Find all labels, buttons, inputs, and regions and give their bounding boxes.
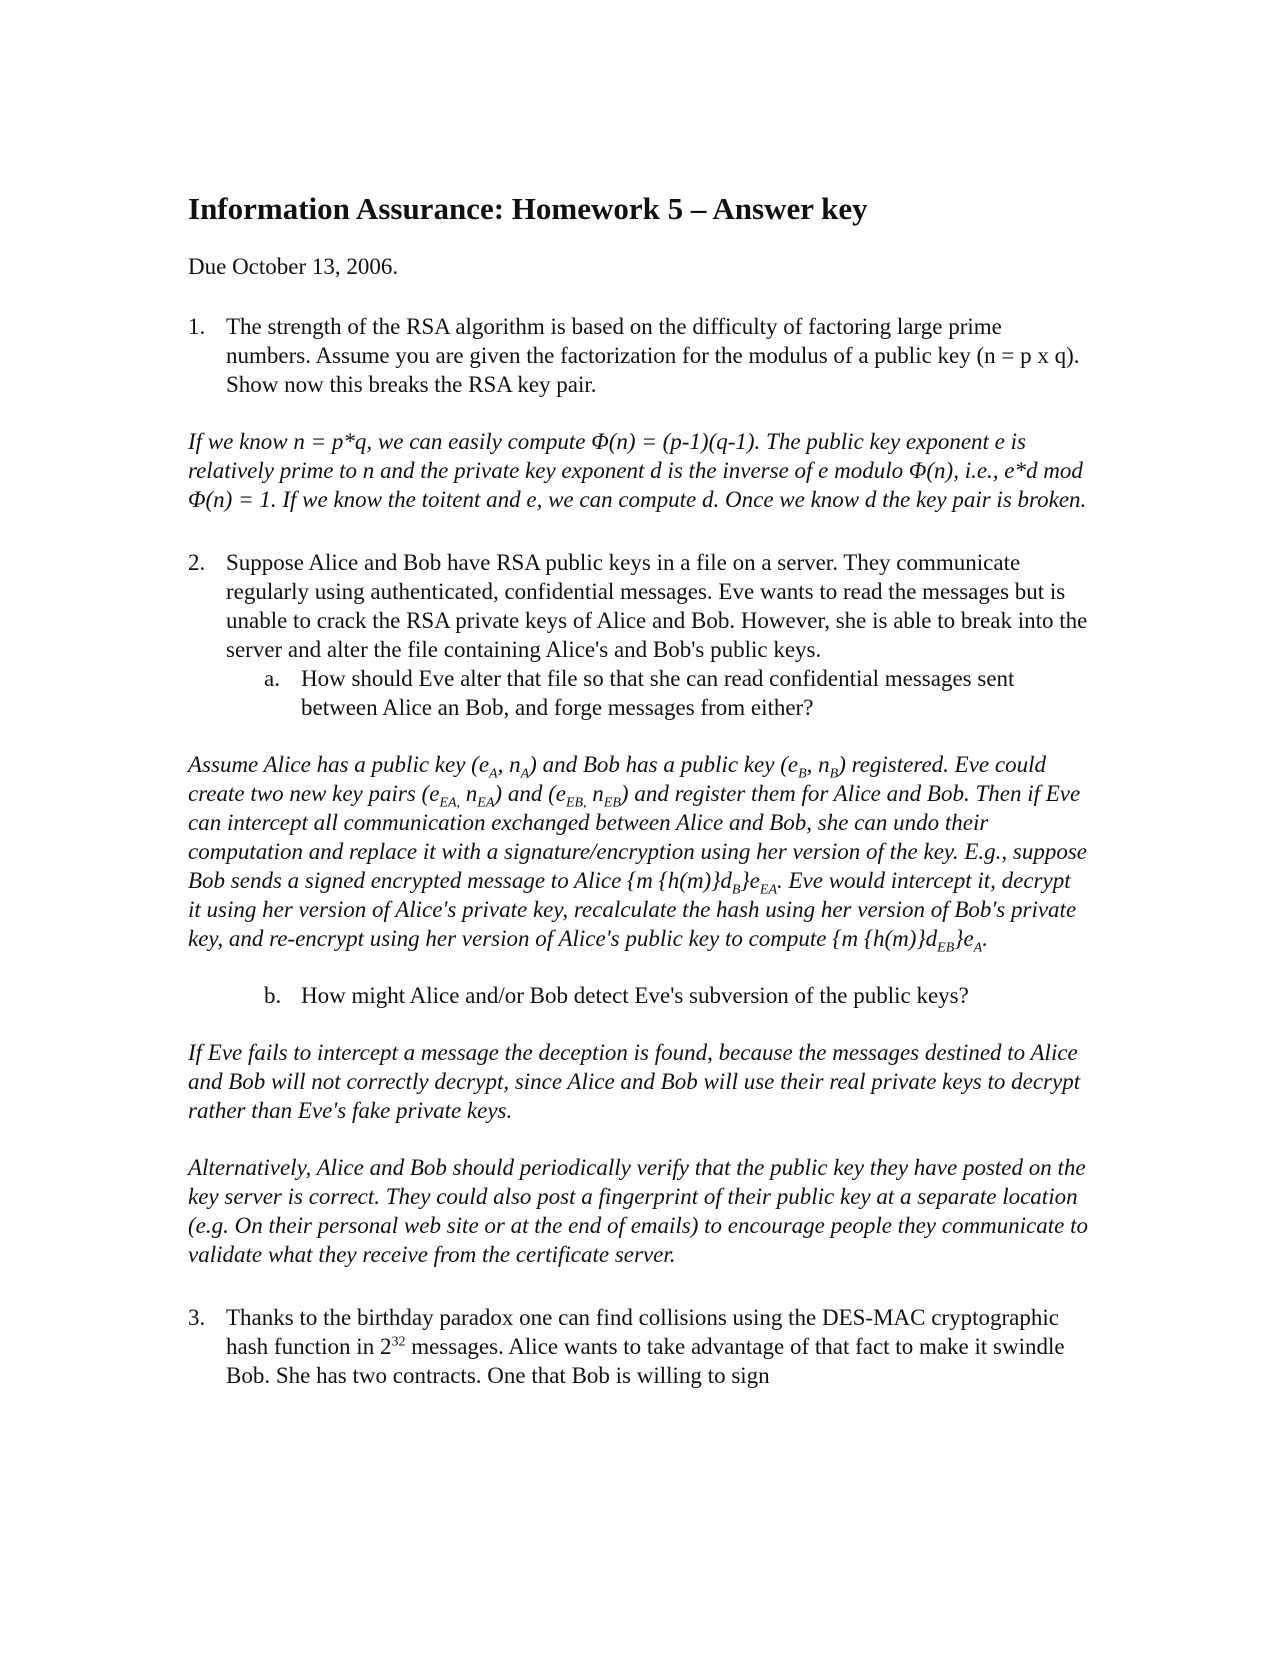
answer-2a: Assume Alice has a public key ($e_A$, $n_A$) and Bob has a public key ($e_B$, $n_B$) registered. Eve could create two new key pairs ($e_{EA,}$ $n_{EA}$) and ($e_{EB,}$ $n_{EB}$) and register them for Alice and Bob. Then if Eve can intercept all communication exchanged between Alice and Bob, she can undo their computation and replace it with a signature/encryption using her version of the key. E.g., suppose Bob sends a signed encrypted message to Alice {m $\{h(m)\}d_B\}e_{EA}$. Eve would intercept it, decrypt it using her version of Alice's private key, recalculate the hash using her version of Bob's private key, and re-encrypt using her version of Alice's public key to compute {m $\{h(m)\}d_{EB}\}e_A$. [188, 751, 1087, 956]
answer-2b-part-1: If Eve fails to intercept a message the deception is found, because the messages destined to Alice and Bob will not correctly decrypt, since Alice and Bob will use their real private keys to decrypt rather than Eve's fake private keys. [188, 1039, 1081, 1123]
question-1-text: The strength of the RSA algorithm is based on the difficulty of factoring large prime numbers. Assume you are given the factorization for the modulus of a public key (n = p x q). Show now this breaks the RSA key pair. [226, 313, 1080, 397]
page-title: Information Assurance: Homework 5 – Answer key [188, 191, 868, 226]
question-1 [188, 312, 1088, 399]
question-1-number: 1. [188, 313, 206, 339]
question-2-text: Suppose Alice and Bob have RSA public keys in a file on a server. They communicate regularly using authenticated, confidential messages. Eve wants to read the messages but is unable to crack the RSA private keys of Alice and Bob. However, she is able to break into the server and alter the file containing Alice's and Bob's public keys. [226, 549, 1088, 662]
question-2 [188, 548, 1088, 664]
question-2a-letter: a. [264, 665, 280, 691]
question-2a [188, 664, 1088, 722]
document-page [188, 190, 1088, 1390]
question-2b [188, 981, 1088, 1010]
question-2a-text: How should Eve alter that file so that she can read confidential messages sent between Alice an Bob, and forge messages from either? [301, 665, 1015, 720]
due-date: Due October 13, 2006. [188, 254, 399, 280]
question-3-text: Thanks to the birthday paradox one can find collisions using the DES-MAC cryptographic hash function in $2^{32}$ messages. Alice wants to take advantage of that fact to make it swindle Bob. She has two contracts. One that Bob is willing to sign [226, 1304, 1065, 1388]
question-2-number: 2. [188, 549, 206, 575]
question-2b-letter: b. [264, 982, 282, 1008]
answer-1: If we know n = p*q, we can easily compute Φ(n) = (p-1)(q-1). The public key exponent e is relatively prime to n and the private key exponent d is the inverse of e modulo Φ(n), i.e., e*d mod Φ(n) = 1. If we know the toitent and e, we can compute d. Once we know d the key pair is broken. [188, 428, 1087, 512]
question-3 [188, 1303, 1088, 1390]
question-2b-text: How might Alice and/or Bob detect Eve's subversion of the public keys? [301, 982, 969, 1008]
answer-2b-part-2: Alternatively, Alice and Bob should periodically verify that the public key they have posted on the key server is correct. They could also post a fingerprint of their public key at a separate location (e.g. On their personal web site or at the end of emails) to encourage people they communicate to validate what they receive from the certificate server. [188, 1154, 1088, 1267]
question-3-number: 3. [188, 1304, 206, 1330]
